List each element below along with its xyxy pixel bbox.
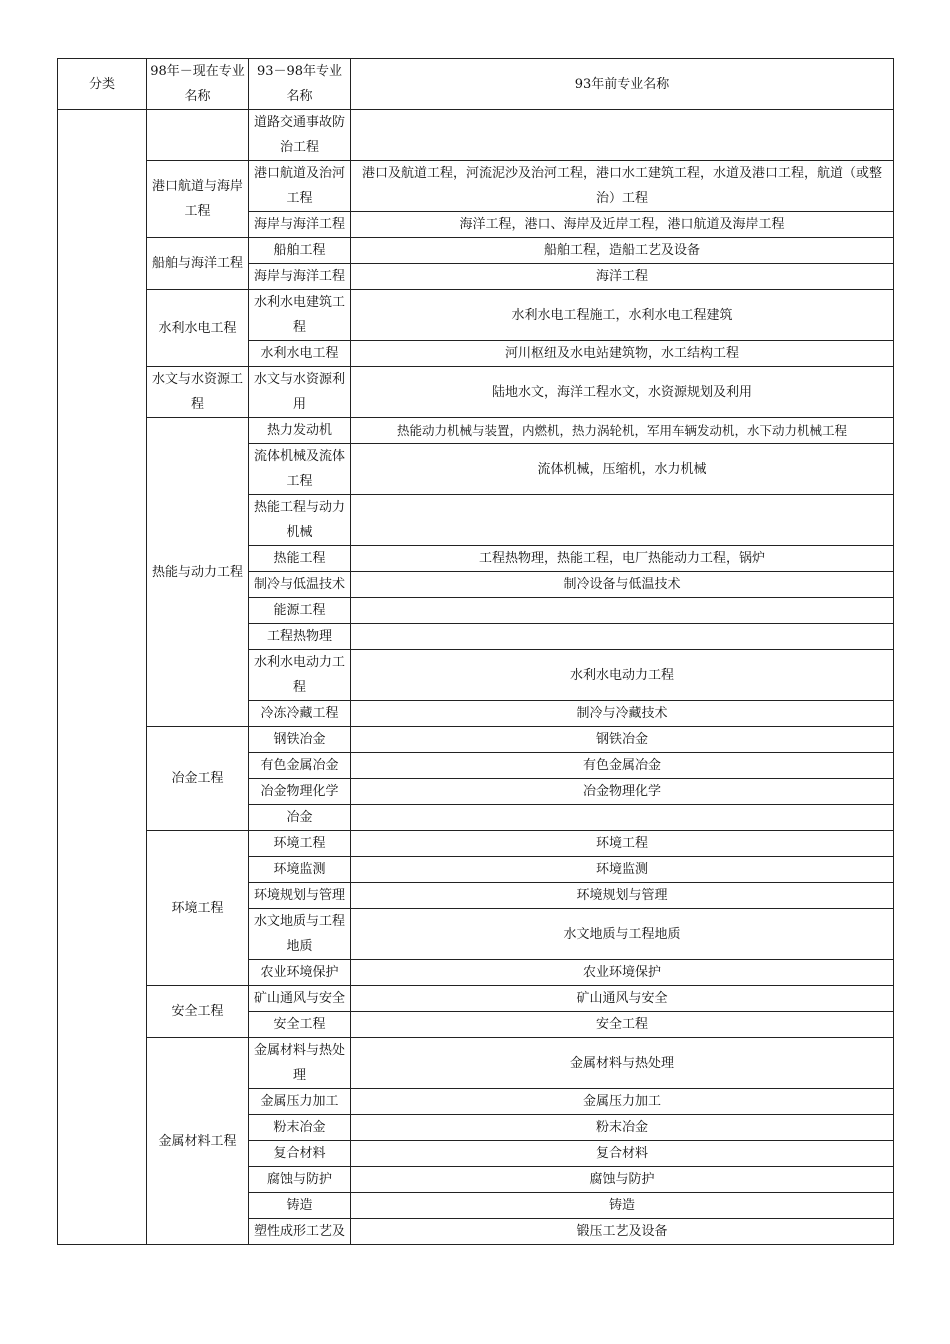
old-name-cell: 水文地质与工程地质	[351, 909, 894, 960]
table-row	[58, 986, 894, 1012]
old-name-cell	[351, 624, 894, 650]
group-cell: 热能与动力工程	[147, 418, 249, 727]
group-cell: 金属材料工程	[147, 1038, 249, 1245]
old-name-cell: 金属压力加工	[351, 1089, 894, 1115]
mid-name-cell: 金属压力加工	[249, 1089, 351, 1115]
old-name-cell: 金属材料与热处理	[351, 1038, 894, 1089]
group-cell: 水利水电工程	[147, 290, 249, 367]
mid-name-cell: 海岸与海洋工程	[249, 264, 351, 290]
header-pre93-name: 93年前专业名称	[351, 59, 894, 110]
old-name-cell	[351, 110, 894, 161]
mid-name-cell: 水利水电建筑工程	[249, 290, 351, 341]
mid-name-cell: 港口航道及治河工程	[249, 161, 351, 212]
table-row	[58, 418, 894, 444]
mid-name-cell: 复合材料	[249, 1141, 351, 1167]
old-name-cell: 环境工程	[351, 831, 894, 857]
old-name-cell: 环境规划与管理	[351, 883, 894, 909]
old-name-cell: 有色金属冶金	[351, 753, 894, 779]
mid-name-cell: 道路交通事故防治工程	[249, 110, 351, 161]
table-row	[58, 161, 894, 212]
mid-name-cell: 环境监测	[249, 857, 351, 883]
header-category: 分类	[58, 59, 147, 110]
old-name-cell	[351, 598, 894, 624]
mid-name-cell: 水利水电工程	[249, 341, 351, 367]
mid-name-cell: 船舶工程	[249, 238, 351, 264]
mid-name-cell: 工程热物理	[249, 624, 351, 650]
mid-name-cell: 粉末冶金	[249, 1115, 351, 1141]
mid-name-cell: 钢铁冶金	[249, 727, 351, 753]
old-name-cell: 工程热物理，热能工程，电厂热能动力工程，锅炉	[351, 546, 894, 572]
old-name-cell: 冶金物理化学	[351, 779, 894, 805]
table-row	[58, 727, 894, 753]
old-name-cell: 船舶工程，造船工艺及设备	[351, 238, 894, 264]
mid-name-cell: 有色金属冶金	[249, 753, 351, 779]
old-name-cell: 复合材料	[351, 1141, 894, 1167]
old-name-cell: 水利水电动力工程	[351, 650, 894, 701]
old-name-cell: 陆地水文，海洋工程水文，水资源规划及利用	[351, 367, 894, 418]
old-name-cell	[351, 805, 894, 831]
old-name-cell: 安全工程	[351, 1012, 894, 1038]
group-cell: 船舶与海洋工程	[147, 238, 249, 290]
mid-name-cell: 金属材料与热处理	[249, 1038, 351, 1089]
majors-table	[57, 58, 894, 1245]
old-name-cell: 矿山通风与安全	[351, 986, 894, 1012]
mid-name-cell: 环境工程	[249, 831, 351, 857]
old-name-cell: 热能动力机械与装置，内燃机，热力涡轮机，军用车辆发动机，水下动力机械工程	[351, 418, 894, 444]
mid-name-cell: 农业环境保护	[249, 960, 351, 986]
table-row	[58, 367, 894, 418]
mid-name-cell: 塑性成形工艺及	[249, 1219, 351, 1245]
mid-name-cell: 热能工程与动力机械	[249, 495, 351, 546]
group-cell	[147, 110, 249, 161]
old-name-cell: 钢铁冶金	[351, 727, 894, 753]
header-93-98-name: 93－98年专业名称	[249, 59, 351, 110]
mid-name-cell: 制冷与低温技术	[249, 572, 351, 598]
mid-name-cell: 安全工程	[249, 1012, 351, 1038]
mid-name-cell: 水利水电动力工程	[249, 650, 351, 701]
table-row	[58, 238, 894, 264]
old-name-cell: 粉末冶金	[351, 1115, 894, 1141]
group-cell: 水文与水资源工程	[147, 367, 249, 418]
table-row	[58, 290, 894, 341]
mid-name-cell: 热能工程	[249, 546, 351, 572]
mid-name-cell: 流体机械及流体工程	[249, 444, 351, 495]
header-row	[58, 59, 894, 110]
mid-name-cell: 铸造	[249, 1193, 351, 1219]
old-name-cell: 流体机械，压缩机，水力机械	[351, 444, 894, 495]
old-name-cell: 铸造	[351, 1193, 894, 1219]
old-name-cell: 河川枢纽及水电站建筑物，水工结构工程	[351, 341, 894, 367]
old-name-cell: 制冷设备与低温技术	[351, 572, 894, 598]
old-name-cell	[351, 495, 894, 546]
old-name-cell: 水利水电工程施工，水利水电工程建筑	[351, 290, 894, 341]
mid-name-cell: 热力发动机	[249, 418, 351, 444]
group-cell: 冶金工程	[147, 727, 249, 831]
header-current-name: 98年－现在专业名称	[147, 59, 249, 110]
category-cell	[58, 110, 147, 1245]
old-name-cell: 腐蚀与防护	[351, 1167, 894, 1193]
mid-name-cell: 能源工程	[249, 598, 351, 624]
mid-name-cell: 海岸与海洋工程	[249, 212, 351, 238]
old-name-cell: 海洋工程，港口、海岸及近岸工程，港口航道及海岸工程	[351, 212, 894, 238]
old-name-cell: 锻压工艺及设备	[351, 1219, 894, 1245]
group-cell: 港口航道与海岸工程	[147, 161, 249, 238]
mid-name-cell: 冶金	[249, 805, 351, 831]
mid-name-cell: 冶金物理化学	[249, 779, 351, 805]
old-name-cell: 海洋工程	[351, 264, 894, 290]
mid-name-cell: 水文与水资源利用	[249, 367, 351, 418]
group-cell: 环境工程	[147, 831, 249, 986]
mid-name-cell: 矿山通风与安全	[249, 986, 351, 1012]
old-name-cell: 农业环境保护	[351, 960, 894, 986]
table-row	[58, 1038, 894, 1089]
old-name-cell: 港口及航道工程，河流泥沙及治河工程，港口水工建筑工程，水道及港口工程，航道（或整治）工程	[351, 161, 894, 212]
table-row	[58, 110, 894, 161]
old-name-cell: 环境监测	[351, 857, 894, 883]
group-cell: 安全工程	[147, 986, 249, 1038]
mid-name-cell: 水文地质与工程地质	[249, 909, 351, 960]
table-row	[58, 831, 894, 857]
mid-name-cell: 环境规划与管理	[249, 883, 351, 909]
old-name-cell: 制冷与冷藏技术	[351, 701, 894, 727]
mid-name-cell: 冷冻冷藏工程	[249, 701, 351, 727]
mid-name-cell: 腐蚀与防护	[249, 1167, 351, 1193]
